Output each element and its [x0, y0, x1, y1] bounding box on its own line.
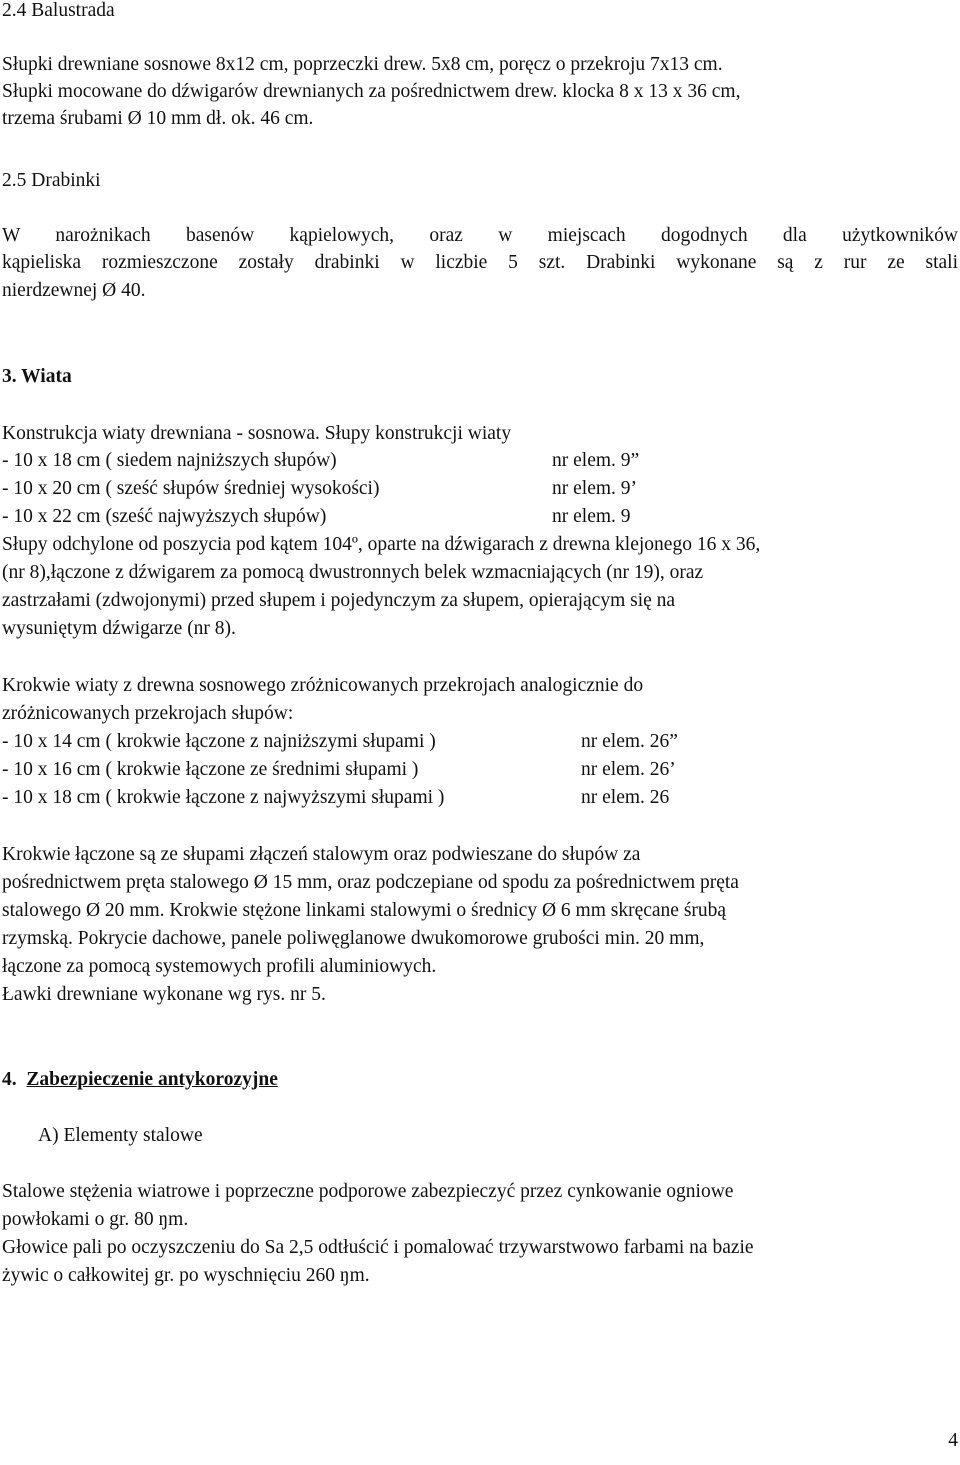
section-heading-zabezpieczenie	[2, 1067, 278, 1093]
rafter-spec-desc: - 10 x 14 cm ( krokwie łączone z najniższymi słupami )	[2, 731, 436, 752]
paragraph-line: stalowego Ø 20 mm. Krokwie stężone linkami stalowymi o średnicy Ø 6 mm skręcane śrubą	[2, 900, 727, 921]
section-heading-balustrada: 2.4 Balustrada	[2, 0, 115, 21]
rafter-spec-ref: nr elem. 26’	[581, 759, 676, 780]
paragraph-line: Słupki mocowane do dźwigarów drewnianych za pośrednictwem drew. klocka 8 x 13 x 36 cm,	[2, 81, 741, 102]
section-number: 4.	[2, 1069, 17, 1090]
rafter-spec-desc: - 10 x 16 cm ( krokwie łączone ze średnimi słupami )	[2, 759, 419, 780]
rafter-spec-ref: nr elem. 26	[581, 787, 670, 808]
section-title: Zabezpieczenie antykorozyjne	[26, 1069, 278, 1090]
rafter-spec-desc: - 10 x 18 cm ( krokwie łączone z najwyższymi słupami )	[2, 787, 445, 808]
paragraph-line: rzymską. Pokrycie dachowe, panele poliwęglanowe dwukomorowe grubości min. 20 mm,	[2, 928, 705, 949]
post-spec-ref: nr elem. 9	[552, 506, 631, 527]
post-spec-ref: nr elem. 9’	[552, 478, 638, 499]
paragraph-line: Krokwie wiaty z drewna sosnowego zróżnicowanych przekrojach analogicznie do	[2, 675, 644, 696]
paragraph-line: Stalowe stężenia wiatrowe i poprzeczne podporowe zabezpieczyć przez cynkowanie ogniowe	[2, 1181, 734, 1202]
paragraph-line: łączone za pomocą systemowych profili aluminiowych.	[2, 956, 437, 977]
post-spec-desc: - 10 x 20 cm ( sześć słupów średniej wysokości)	[2, 478, 380, 499]
paragraph-line: trzema śrubami Ø 10 mm dł. ok. 46 cm.	[2, 108, 314, 129]
paragraph-line: Konstrukcja wiaty drewniana - sosnowa. Słupy konstrukcji wiaty	[2, 423, 512, 444]
subsection-heading: A) Elementy stalowe	[38, 1125, 203, 1146]
paragraph-line: nierdzewnej Ø 40.	[2, 280, 146, 301]
paragraph-line: żywic o całkowitej gr. po wyschnięciu 260 ŋm.	[2, 1265, 370, 1286]
section-heading-drabinki: 2.5 Drabinki	[2, 170, 101, 191]
paragraph-line: zróżnicowanych przekrojach słupów:	[2, 703, 294, 724]
paragraph-line: kąpieliska rozmieszczone zostały drabinki w liczbie 5 szt. Drabinki wykonane są z rur ze stali	[2, 252, 958, 273]
paragraph-line: zastrzałami (zdwojonymi) przed słupem i pojedynczym za słupem, opierającym się na	[2, 590, 676, 611]
page-number: 4	[948, 1430, 958, 1451]
section-heading-wiata: 3. Wiata	[2, 366, 72, 387]
paragraph-line: Słupki drewniane sosnowe 8x12 cm, poprzeczki drew. 5x8 cm, poręcz o przekroju 7x13 cm.	[2, 54, 723, 75]
paragraph-line: W narożnikach basenów kąpielowych, oraz w miejscach dogodnych dla użytkowników	[2, 225, 958, 246]
rafter-spec-ref: nr elem. 26”	[581, 731, 678, 752]
paragraph-line: wysuniętym dźwigarze (nr 8).	[2, 618, 236, 639]
paragraph-line: Słupy odchylone od poszycia pod kątem 104º, oparte na dźwigarach z drewna klejonego 16 x 36,	[2, 534, 761, 555]
post-spec-desc: - 10 x 18 cm ( siedem najniższych słupów)	[2, 450, 337, 471]
paragraph-line: pośrednictwem pręta stalowego Ø 15 mm, oraz podczepiane od spodu za pośrednictwem pręta	[2, 872, 739, 893]
paragraph-line: powłokami o gr. 80 ŋm.	[2, 1209, 189, 1230]
paragraph-line: (nr 8),łączone z dźwigarem za pomocą dwustronnych belek wzmacniających (nr 19), oraz	[2, 562, 704, 583]
post-spec-desc: - 10 x 22 cm (sześć najwyższych słupów)	[2, 506, 327, 527]
post-spec-ref: nr elem. 9”	[552, 450, 640, 471]
paragraph-line: Krokwie łączone są ze słupami złączeń stalowym oraz podwieszane do słupów za	[2, 844, 641, 865]
paragraph-line: Ławki drewniane wykonane wg rys. nr 5.	[2, 984, 326, 1005]
paragraph-line: Głowice pali po oczyszczeniu do Sa 2,5 odtłuścić i pomalować trzywarstwowo farbami na bazie	[2, 1237, 754, 1258]
